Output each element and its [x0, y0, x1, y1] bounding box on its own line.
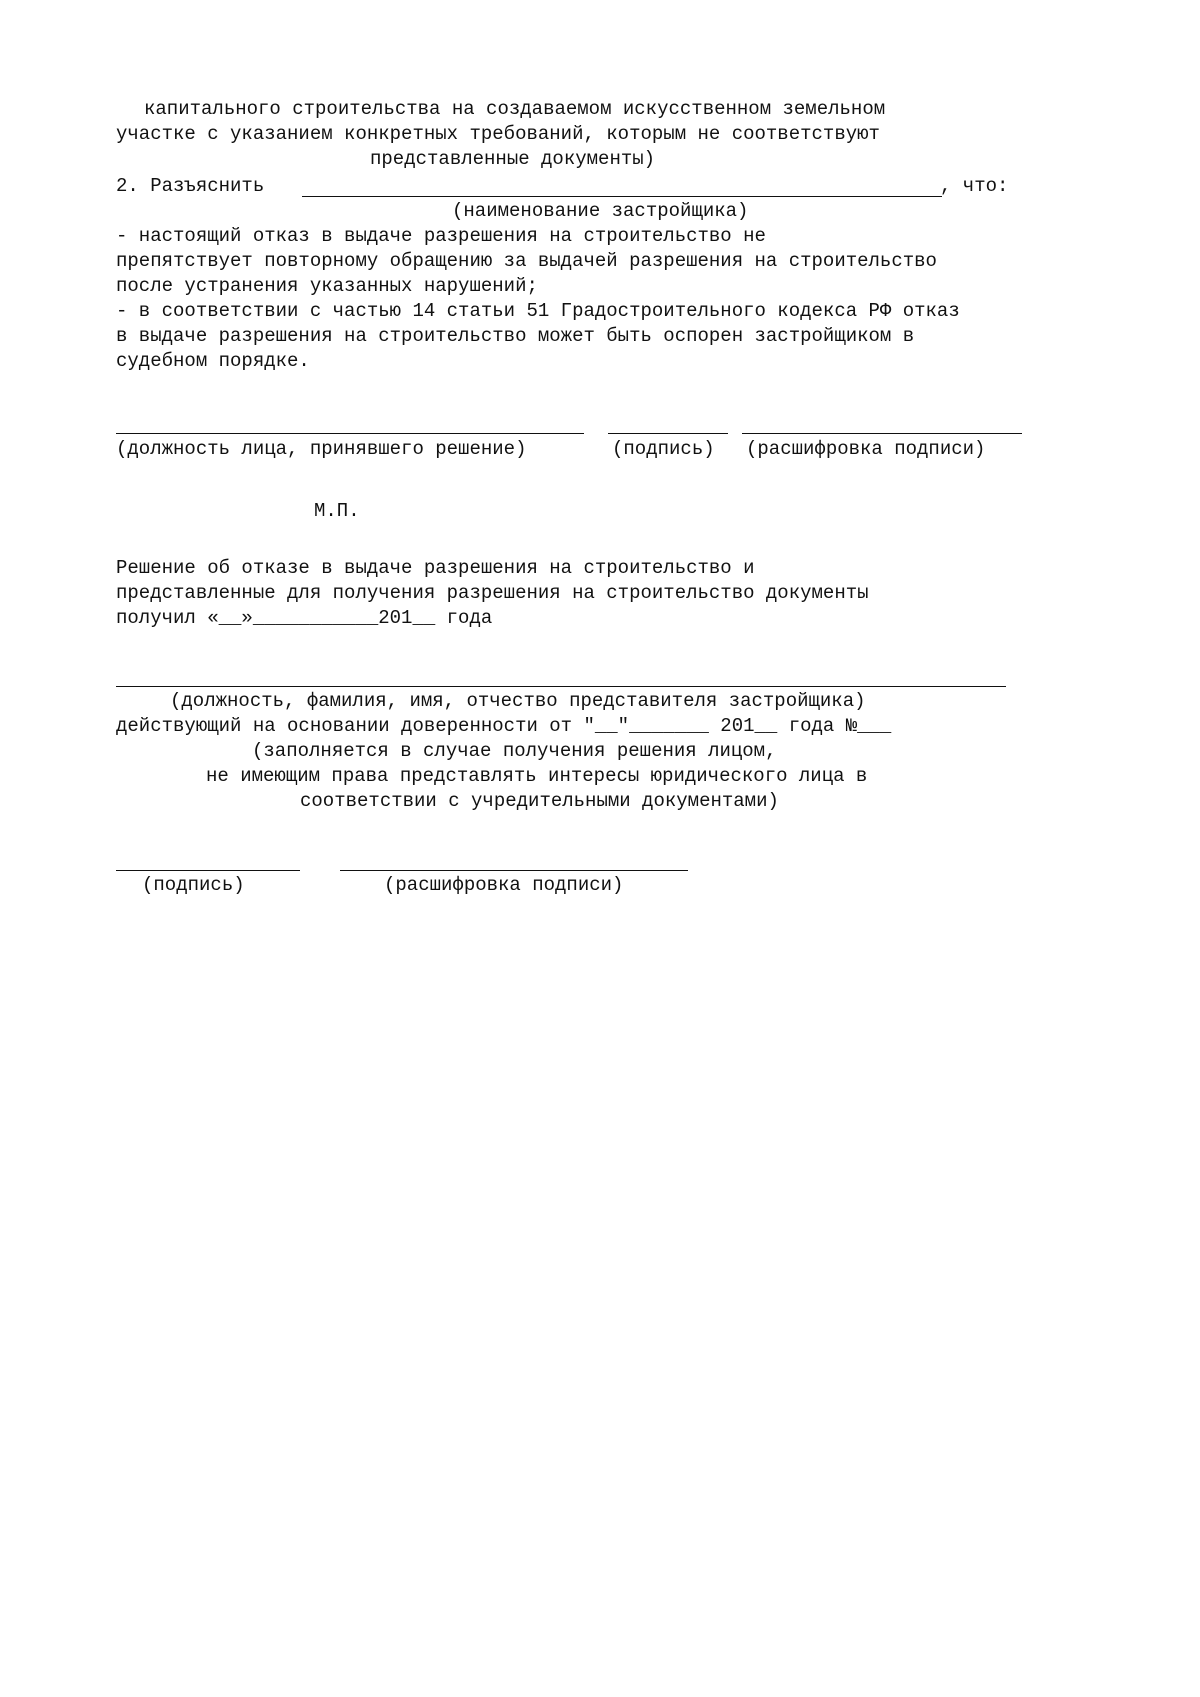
position-blank-line — [116, 433, 584, 434]
clause-2-point-2-line-2: в выдаче разрешения на строительство может быть оспорен застройщиком в — [116, 325, 915, 347]
clause-2-prefix: 2. Разъяснить — [116, 175, 265, 197]
seal-mark: М.П. — [314, 500, 360, 522]
clause-2-point-1-line-1: - настоящий отказ в выдаче разрешения на строительство не — [116, 225, 766, 247]
representative-note-line-1: (заполняется в случае получения решения лицом, — [252, 740, 777, 762]
representative-note-line-3: соответствии с учредительными документами) — [300, 790, 779, 812]
representative-note-line-2: не имеющим права представлять интересы юридического лица в — [206, 765, 868, 787]
signature-decode-caption: (расшифровка подписи) — [746, 438, 986, 460]
clause-2-point-1-line-3: после устранения указанных нарушений; — [116, 275, 538, 297]
bottom-signature-blank-line — [116, 870, 300, 871]
clause-2-point-2-line-3: судебном порядке. — [116, 350, 310, 372]
representative-caption: (должность, фамилия, имя, отчество представителя застройщика) — [170, 690, 866, 712]
bottom-decode-caption: (расшифровка подписи) — [384, 874, 624, 896]
section-top-line-2: участке с указанием конкретных требований, которым не соответствуют — [116, 123, 880, 145]
developer-name-blank-line — [302, 196, 942, 197]
bottom-decode-blank-line — [340, 870, 688, 871]
section-top-line-1: капитального строительства на создаваемом искусственном земельном — [144, 98, 886, 120]
signature-blank-line — [608, 433, 728, 434]
receipt-line-2: представленные для получения разрешения на строительство документы — [116, 582, 869, 604]
power-of-attorney-line: действующий на основании доверенности от "__"_______ 201__ года №___ — [116, 715, 892, 737]
signature-decode-blank-line — [742, 433, 1022, 434]
receipt-line-1: Решение об отказе в выдаче разрешения на строительство и — [116, 557, 755, 579]
section-top-line-3: представленные документы) — [370, 148, 656, 170]
position-caption: (должность лица, принявшего решение) — [116, 438, 527, 460]
clause-2-point-1-line-2: препятствует повторному обращению за выдачей разрешения на строительство — [116, 250, 937, 272]
representative-blank-line — [116, 686, 1006, 687]
receipt-line-3: получил «__»___________201__ года — [116, 607, 493, 629]
clause-2-suffix: , что: — [940, 175, 1009, 197]
clause-2-point-2-line-1: - в соответствии с частью 14 статьи 51 Градостроительного кодекса РФ отказ — [116, 300, 960, 322]
bottom-signature-caption: (подпись) — [142, 874, 245, 896]
developer-name-caption: (наименование застройщика) — [452, 200, 749, 222]
signature-caption: (подпись) — [612, 438, 715, 460]
